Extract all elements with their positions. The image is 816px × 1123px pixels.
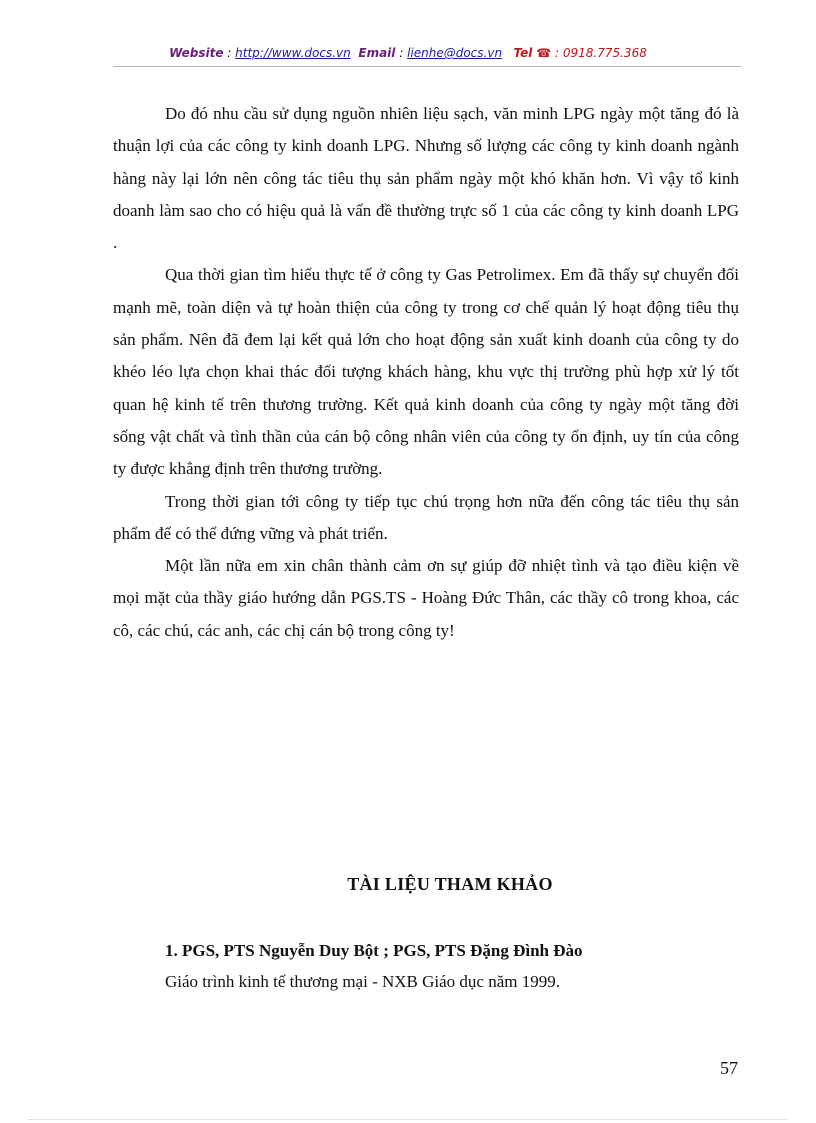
website-link[interactable]: http://www.docs.vn: [235, 46, 351, 60]
paragraph: Do đó nhu cầu sử dụng nguồn nhiên liệu sạch, văn minh LPG ngày một tăng đó là thuận lợi của các công ty kinh doanh LPG. Nhưng số lượng các công ty kinh doanh ngành hàng này lại lớn nên công tác tiêu thụ sản phẩm ngày một khó khăn hơn. Vì vậy tổ kinh doanh làm sao cho có hiệu quả là vấn đề thường trực số 1 của các công ty kinh doanh LPG .: [113, 104, 739, 253]
page-number: 57: [720, 1058, 738, 1078]
tel-label: Tel: [513, 46, 533, 60]
email-separator: :: [395, 46, 408, 60]
website-label: Website: [169, 46, 224, 60]
phone-icon: ☎: [536, 46, 552, 60]
reference-author: 1. PGS, PTS Nguyễn Duy Bột ; PGS, PTS Đặng Đình Đào: [165, 941, 583, 960]
tel-number: : 0918.775.368: [551, 46, 647, 60]
footer-divider: [28, 1119, 788, 1120]
paragraph: Qua thời gian tìm hiểu thực tế ở công ty Gas Petrolimex. Em đã thấy sự chuyển đổi mạnh mẽ, toàn diện và tự hoàn thiện của công ty trong cơ chế quản lý hoạt động tiêu thụ sản phẩm. Nên đã đem lại kết quả lớn cho hoạt động sản xuất kinh doanh của công ty do khéo léo lựa chọn khai thác đối tượng khách hàng, khu vực thị trường phù hợp xử lý tốt quan hệ kinh tế trên thương trường. Kết quả kinh doanh của công ty ngày một tăng đời sống vật chất và tình thần của cán bộ công nhân viên của công ty ổn định, uy tín của công ty được khẳng định trên thương trường.: [113, 265, 739, 479]
website-separator: :: [223, 46, 236, 60]
header-divider: [113, 66, 741, 67]
email-label: Email: [358, 46, 396, 60]
reference-text: Giáo trình kinh tế thương mại - NXB Giáo dục năm 1999.: [165, 972, 560, 991]
body-text: [113, 98, 739, 647]
references-title: TÀI LIỆU THAM KHẢO: [347, 874, 553, 894]
paragraph: Trong thời gian tới công ty tiếp tục chú trọng hơn nữa đến công tác tiêu thụ sản phẩm để có thể đứng vững và phát triển.: [113, 491, 739, 543]
paragraph: Một lần nữa em xin chân thành cảm ơn sự giúp đỡ nhiệt tình và tạo điều kiện về mọi mặt của thầy giáo hướng dẫn PGS.TS - Hoàng Đức Thân, các thầy cô trong khoa, các cô, các chú, các anh, các chị cán bộ trong công ty!: [113, 556, 739, 640]
page-header: [0, 46, 816, 60]
email-link[interactable]: lienhe@docs.vn: [407, 46, 503, 60]
